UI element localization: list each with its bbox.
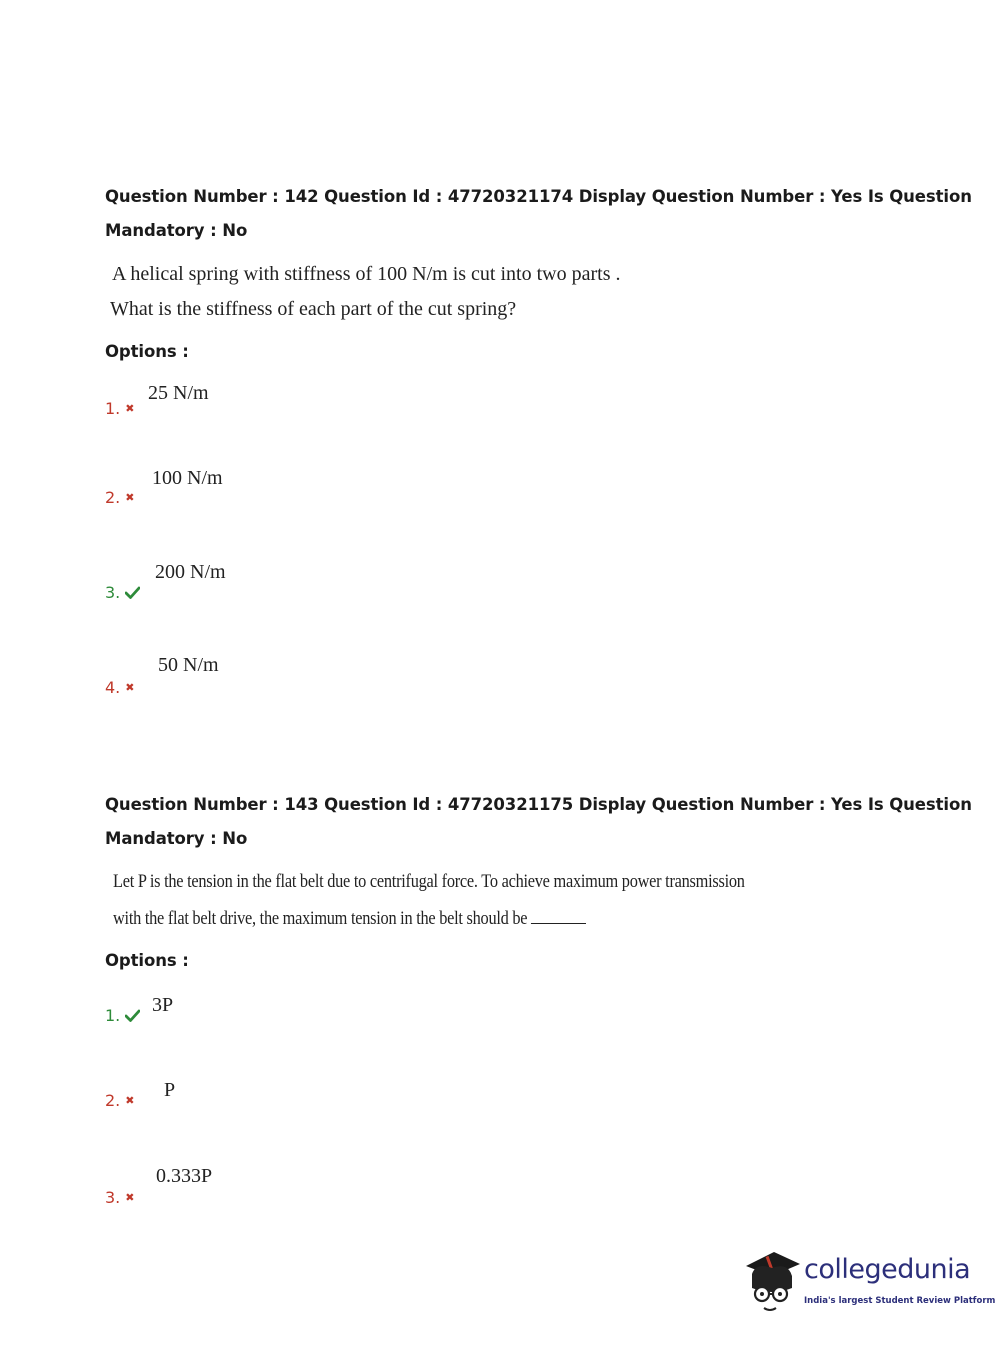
q142-text-line2: What is the stiffness of each part of the cut spring?: [110, 298, 517, 320]
q143-meta-line2: Mandatory : No: [105, 829, 248, 848]
q143-options-label: Options :: [105, 951, 189, 970]
check-icon: [125, 1009, 140, 1022]
q143-option-1-text: 3P: [152, 994, 174, 1016]
q142-meta-line1: Question Number : 142 Question Id : 47720321174 Display Question Number : Yes Is Question: [105, 187, 972, 206]
q143-option-1-number: [105, 1006, 140, 1025]
q142-meta-line2: Mandatory : No: [105, 221, 248, 240]
option-number: 4.: [105, 678, 121, 697]
logo-brand: collegedunia: [804, 1254, 971, 1285]
q142-option-2-number: [105, 488, 134, 507]
logo-tagline: India's largest Student Review Platform: [804, 1296, 996, 1306]
q142-option-1-text: 25 N/m: [148, 382, 209, 404]
q142-option-3-number: [105, 583, 140, 602]
check-icon: [125, 586, 140, 599]
q142-option-1-number: [105, 399, 134, 418]
q143-option-3-number: [105, 1188, 134, 1207]
q142-option-4-number: [105, 678, 134, 697]
q143-meta-line1: Question Number : 143 Question Id : 47720321175 Display Question Number : Yes Is Question: [105, 795, 972, 814]
option-number: 2.: [105, 1091, 121, 1110]
cross-icon: ✖: [125, 402, 135, 415]
q142-options-label: Options :: [105, 342, 189, 361]
q142-option-4-text: 50 N/m: [158, 654, 219, 676]
collegedunia-logo: [742, 1248, 996, 1318]
q142-option-3-text: 200 N/m: [155, 561, 226, 583]
q143-option-3-text: 0.333P: [156, 1165, 213, 1187]
cross-icon: ✖: [125, 1191, 135, 1204]
option-number: 2.: [105, 488, 121, 507]
cross-icon: ✖: [125, 491, 135, 504]
q143-text-line1: Let P is the tension in the flat belt due to centrifugal force. To achieve maximum power transmission: [113, 871, 745, 892]
q143-option-2-text: P: [164, 1079, 176, 1101]
mascot-icon: [742, 1248, 804, 1318]
option-number: 1.: [105, 399, 121, 418]
option-number: 3.: [105, 583, 121, 602]
cross-icon: ✖: [125, 681, 135, 694]
answer-blank: [531, 923, 586, 924]
cross-icon: ✖: [125, 1094, 135, 1107]
q142-option-2-text: 100 N/m: [152, 467, 223, 489]
q143-text-line2-content: with the flat belt drive, the maximum tension in the belt should be: [113, 908, 528, 929]
q143-option-2-number: [105, 1091, 134, 1110]
option-number: 3.: [105, 1188, 121, 1207]
q142-text-line1: A helical spring with stiffness of 100 N/m is cut into two parts .: [112, 263, 621, 285]
q143-text-line2: [113, 908, 586, 930]
option-number: 1.: [105, 1006, 121, 1025]
